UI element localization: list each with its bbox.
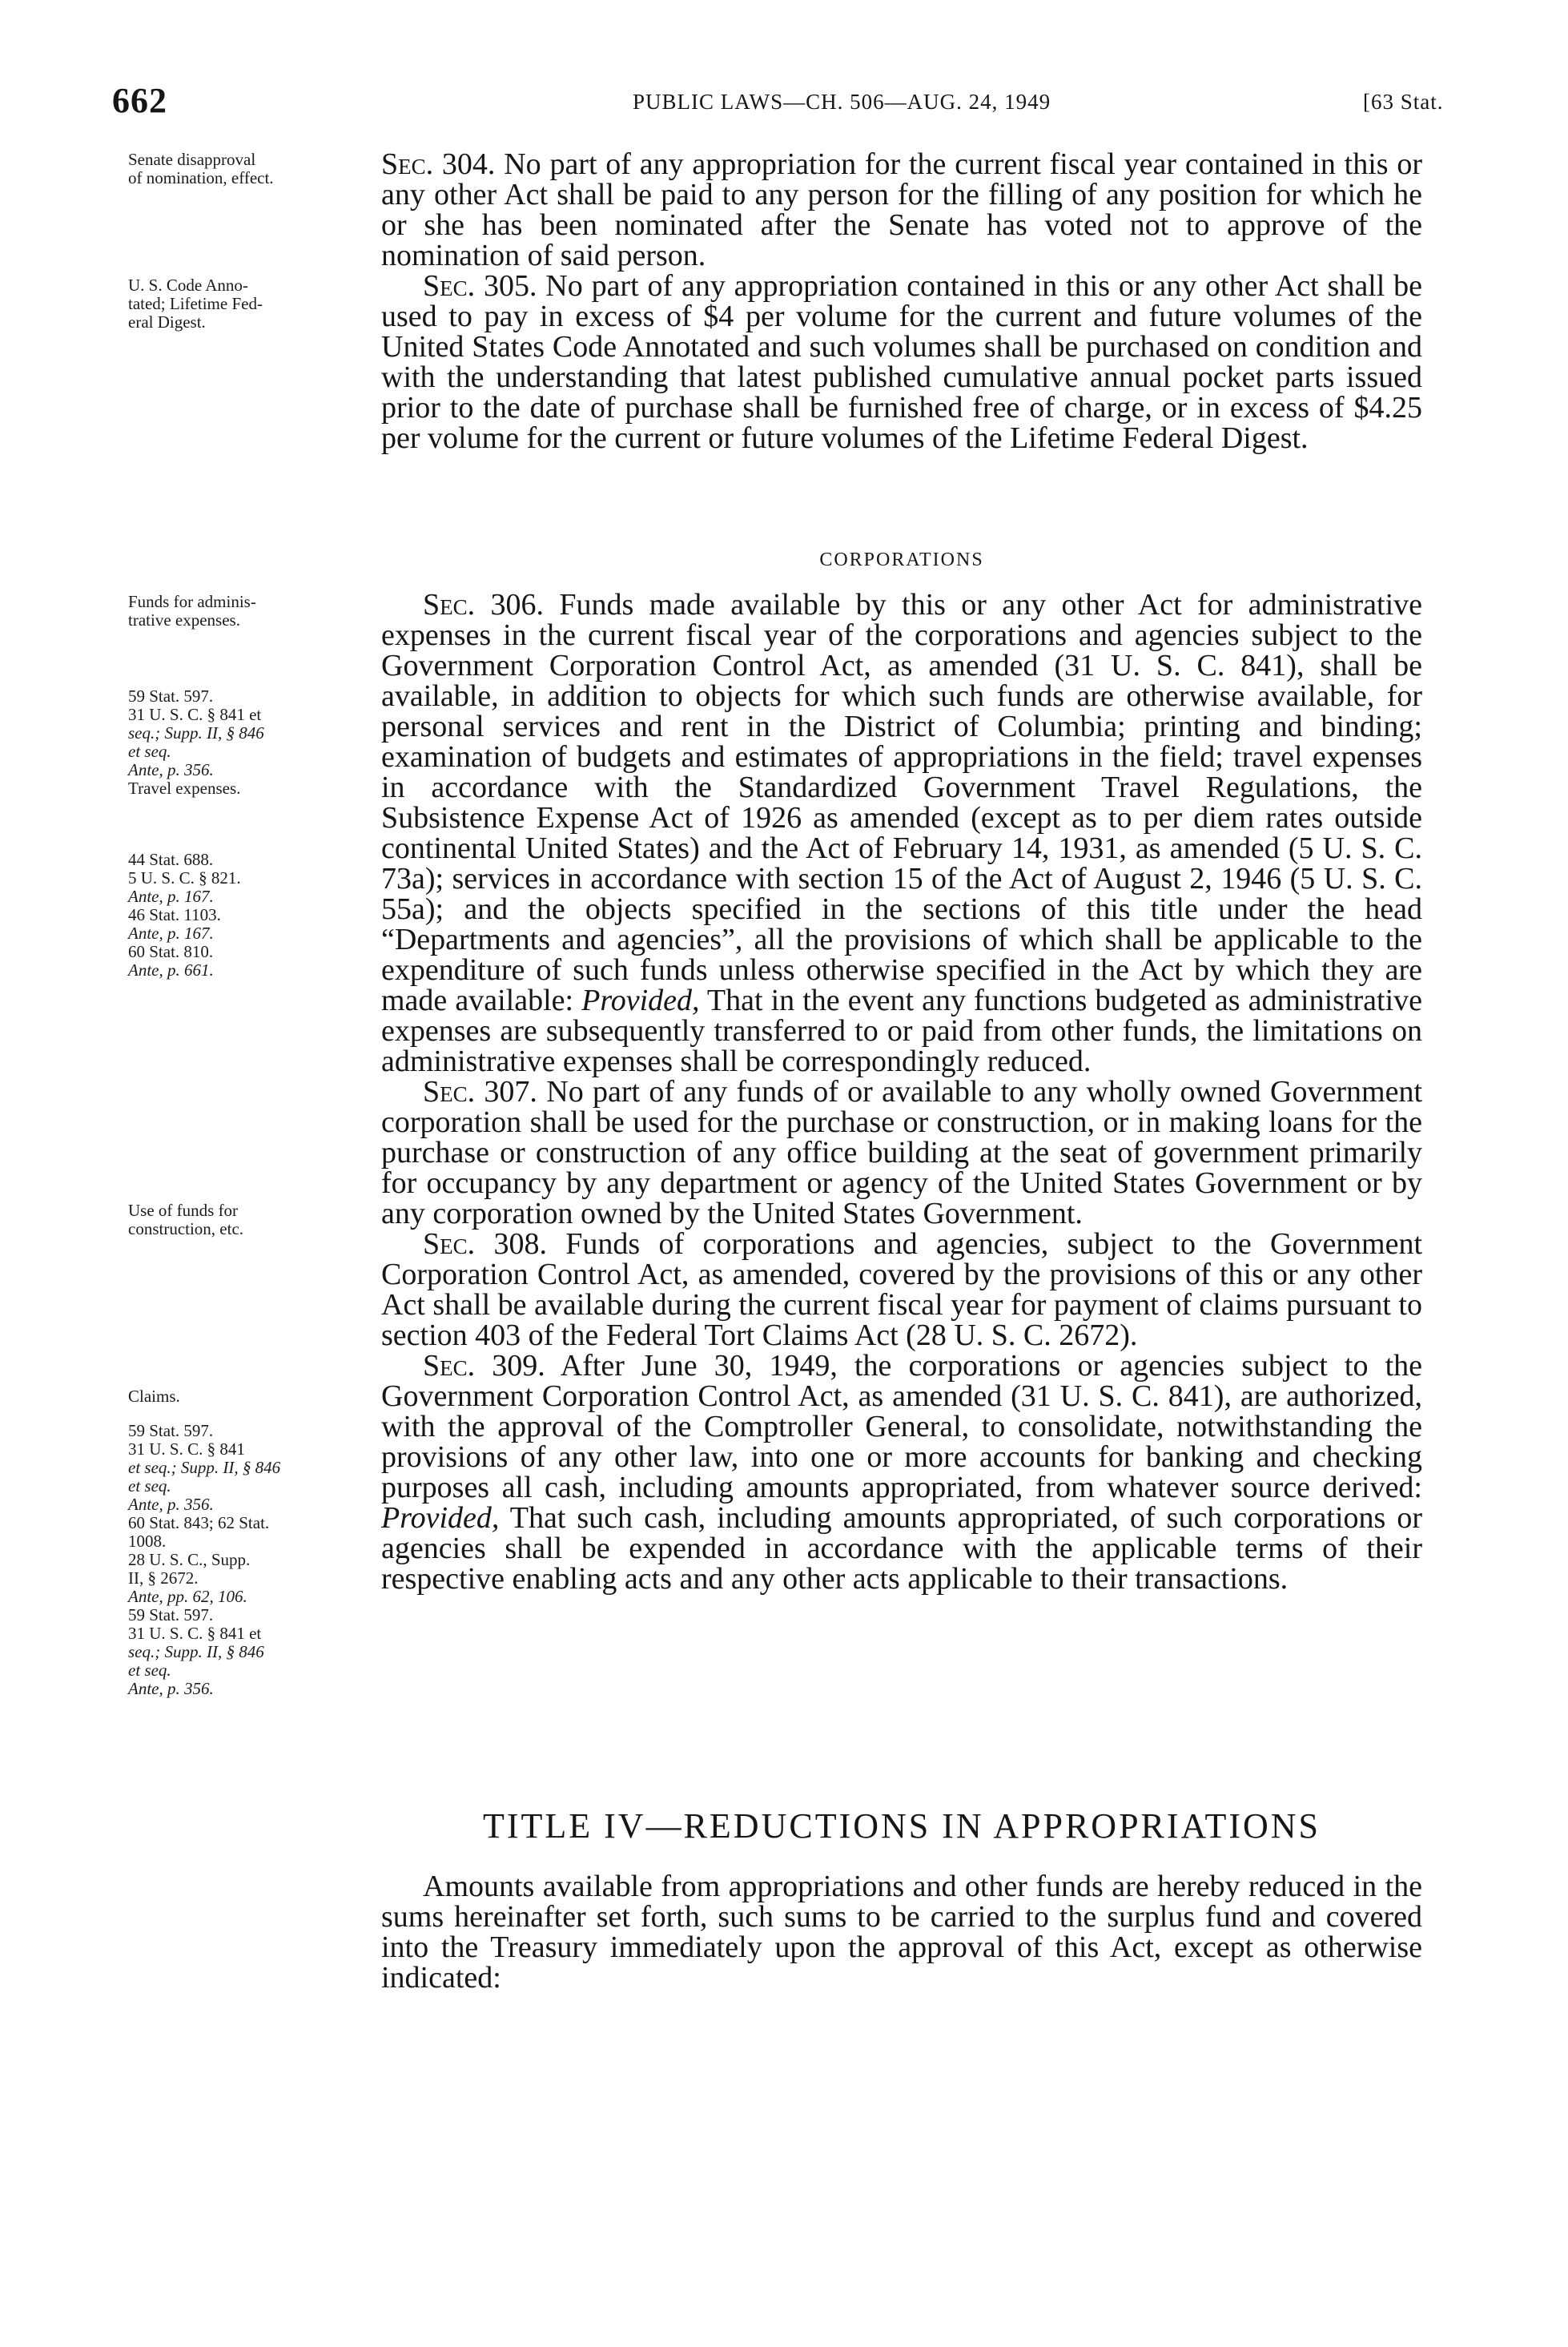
section-text: No part of any funds of or available to any wholly owned Government corporation shall be used for the purchase or construction, or in making loans for the purchase or construction of any office building at the seat of government primarily for occupancy by any department or agency of the United States Government or by any corporation owned by the United States Government. (381, 1075, 1423, 1230)
margin-note-claims (128, 1387, 368, 1406)
margin-note-code-annotated (128, 276, 368, 332)
margin-note-line: Funds for adminis- (128, 592, 256, 611)
title-iv-paragraph: Amounts available from appropriations and other funds are hereby reduced in the sums hereinafter set forth, such sums to be carried to the surplus fund and covered into the Treasury immediately upon the approval of this Act, except as otherwise indicated: (381, 1870, 1422, 1995)
section-307 (381, 1077, 1422, 1229)
margin-note-senate-disapproval (128, 151, 368, 187)
margin-note-line: 28 U. S. C., Supp. (128, 1550, 251, 1569)
running-head: PUBLIC LAWS—CH. 506—AUG. 24, 1949 (633, 90, 1051, 114)
margin-note-line: Ante, p. 167. (128, 887, 214, 906)
page-number: 662 (112, 81, 167, 120)
margin-note-line: 5 U. S. C. § 821. (128, 868, 241, 888)
margin-note-line: Ante, p. 356. (128, 760, 214, 779)
margin-note-line: tated; Lifetime Fed- (128, 294, 263, 313)
section-text: That in the event any functions budgeted as administrative expenses are subsequently transferred to or paid from other funds, the limitations on administrative expenses shall be correspondingly reduced. (381, 984, 1422, 1078)
margin-note-line: Travel expenses. (128, 779, 241, 798)
margin-note-line: 31 U. S. C. § 841 et (128, 705, 262, 724)
margin-note-citations-306b (128, 851, 368, 980)
margin-note-line: U. S. Code Anno- (128, 276, 248, 295)
margin-note-line: of nomination, effect. (128, 168, 274, 187)
margin-note-line: 46 Stat. 1103. (128, 905, 221, 924)
provided-proviso: Provided, (581, 984, 700, 1017)
margin-note-line: construction, etc. (128, 1219, 244, 1238)
margin-note-citations-308-309 (128, 1422, 368, 1698)
section-text: Funds made available by this or any other Act for administrative expenses in the current fiscal year of the corporations and agencies subject to the Government Corporation Control Act, as amended (31 U. S. C. 841), shall be available, in addition to objects for which such funds are otherwise available, for personal services and rent in the District of Columbia; printing and binding; examination of budgets and estimates of appropriations in the field; travel expenses in accordance with the Standardized Government Travel Regulations, the Subsistence Expense Act of 1926 as amended (except as to per diem rates outside continental United States) and the Act of February 14, 1931, as amended (5 U. S. C. 73a); services in accordance with section 15 of the Act of August 2, 1946 (5 U. S. C. 55a); and the objects specified in the sections of this title under the head “Departments and agencies”, all the provisions of which shall be applicable to the expenditure of such funds unless otherwise specified in the Act by which they are made available: (381, 588, 1423, 1017)
title-iv-heading: TITLE IV—REDUCTIONS IN APPROPRIATIONS (482, 1806, 1321, 1846)
provided-proviso: Provided, (381, 1501, 500, 1535)
section-306 (381, 590, 1422, 1077)
volume-citation: [63 Stat. (1363, 90, 1444, 114)
section-305 (381, 271, 1422, 453)
margin-note-line: Ante, p. 661. (128, 960, 214, 980)
margin-note-line: 44 Stat. 688. (128, 850, 214, 869)
section-304 (381, 149, 1422, 271)
corporations-heading: CORPORATIONS (819, 550, 984, 570)
margin-note-line: 59 Stat. 597. (128, 1605, 214, 1624)
margin-note-line: Senate disapproval (128, 150, 256, 169)
margin-note-administrative-expenses (128, 593, 368, 630)
margin-note-line: 59 Stat. 597. (128, 686, 214, 706)
margin-note-line: 31 U. S. C. § 841 et (128, 1624, 262, 1643)
sections-304-305 (381, 149, 1422, 453)
section-label: Sec. 306. (423, 588, 544, 622)
section-308 (381, 1229, 1422, 1351)
margin-note-line: 1008. (128, 1532, 167, 1551)
margin-note-line: et seq.; Supp. II, § 846 (128, 1458, 281, 1477)
margin-note-line: eral Digest. (128, 312, 206, 332)
margin-note-line: 31 U. S. C. § 841 (128, 1439, 245, 1459)
margin-note-line: 60 Stat. 810. (128, 942, 214, 961)
section-label: Sec. 308. (423, 1227, 547, 1261)
section-text: Funds of corporations and agencies, subject to the Government Corporation Control Act, as amended, covered by the provisions of this or any other Act shall be available during the current fiscal year for payment of claims pursuant to section 403 of the Federal Tort Claims Act (28 U. S. C. 2672). (381, 1227, 1422, 1352)
margin-note-line: seq.; Supp. II, § 846 (128, 1642, 264, 1661)
section-text: No part of any appropriation contained in this or any other Act shall be used to pay in excess of $4 per volume for the current and future volumes of the United States Code Annotated and such volumes shall be purchased on condition and with the understanding that latest published cumulative annual pocket parts issued prior to the date of purchase shall be furnished free of charge, or in excess of $4.25 per volume for the current or future volumes of the Lifetime Federal Digest. (381, 269, 1422, 455)
margin-note-line: seq.; Supp. II, § 846 (128, 723, 264, 743)
margin-note-line: II, § 2672. (128, 1568, 199, 1588)
section-label: Sec. 304. (381, 147, 496, 181)
section-text: No part of any appropriation for the current fiscal year contained in this or any other Act shall be paid to any person for the filling of any position for which he or she has been nominated after the Senate has voted not to approve of the nomination of said person. (381, 147, 1423, 272)
margin-note-line: 60 Stat. 843; 62 Stat. (128, 1513, 270, 1532)
margin-note-line: Ante, p. 356. (128, 1679, 214, 1698)
margin-note-line: Claims. (128, 1387, 180, 1406)
section-text: That such cash, including amounts appropriated, of such corporations or agencies shall be expended in accordance with the applicable terms of their respective enabling acts and any other acts applicable to their transactions. (381, 1501, 1422, 1596)
section-309 (381, 1351, 1422, 1594)
margin-note-line: trative expenses. (128, 610, 240, 630)
title-iv-intro (381, 1871, 1422, 1993)
margin-note-line: Ante, p. 167. (128, 924, 214, 943)
margin-note-use-of-funds (128, 1202, 368, 1238)
section-label: Sec. 309. (423, 1349, 545, 1383)
margin-note-line: et seq. (128, 742, 171, 761)
section-text: After June 30, 1949, the corporations or agencies subject to the Government Corporation Control Act, as amended (31 U. S. C. 841), are authorized, with the approval of the Comptroller General, to consolidate, notwithstanding the provisions of any other law, into one or more accounts for banking and checking purposes all cash, including amounts appropriated, from whatever source derived: (381, 1349, 1423, 1504)
section-label: Sec. 307. (423, 1075, 537, 1109)
margin-note-citations-306a (128, 687, 368, 798)
margin-note-line: 59 Stat. 597. (128, 1421, 214, 1440)
sections-306-309 (381, 590, 1422, 1594)
margin-note-line: et seq. (128, 1661, 171, 1680)
margin-note-line: et seq. (128, 1476, 171, 1496)
margin-note-line: Use of funds for (128, 1201, 239, 1220)
margin-note-line: Ante, p. 356. (128, 1495, 214, 1514)
margin-note-line: Ante, pp. 62, 106. (128, 1587, 247, 1606)
section-label: Sec. 305. (423, 269, 537, 303)
